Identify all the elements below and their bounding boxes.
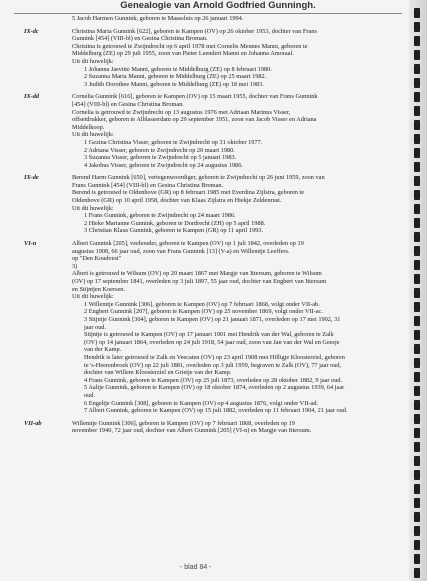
generation-code: VI-n xyxy=(24,240,37,248)
entry-text-line: Uit dit huwelijk: xyxy=(72,204,114,212)
binding-ring xyxy=(414,78,420,88)
child-item: 3 Christian Klaus Gunnink, geboren te Kampen (GR) op 11 april 1993. xyxy=(84,227,264,235)
generation-code: VII-ab xyxy=(24,419,42,427)
binding-ring xyxy=(414,344,420,354)
child-item: 2 Hieke Marianne Gunnink, geboren te Dordrecht (ZH) op 5 april 1988. xyxy=(84,219,266,227)
binding-ring xyxy=(414,372,420,382)
entry-text-line: [454] (VIII-bl) en Gesina Christina Broman. xyxy=(72,100,184,108)
entry-text-line: Christina Maria Gunnink [622], geboren te Kampen (OV) op 26 oktober 1953, dochter van Frans xyxy=(72,27,317,35)
page-header: Genealogie van Arnold Godfried Gunningh. xyxy=(120,0,316,11)
genealogy-entry xyxy=(14,420,400,435)
entry-text-line: 3) xyxy=(72,262,78,270)
child-item: van der Kamp. xyxy=(84,346,122,354)
binding-ring xyxy=(414,456,420,466)
binding-ring xyxy=(414,442,420,452)
entry-text-line: Oldenhove (GR) op 10 april 1958, dochter van Klaas Zijlstra en Hiekje Zeldenrust. xyxy=(72,197,282,205)
binding-ring xyxy=(414,274,420,284)
binding-ring xyxy=(414,568,420,578)
children-list xyxy=(72,212,400,235)
binding-ring xyxy=(414,162,420,172)
binding-ring xyxy=(414,120,420,130)
genealogy-entry xyxy=(14,93,400,169)
binding-ring xyxy=(414,134,420,144)
binding-ring xyxy=(414,540,420,550)
binding-ring xyxy=(414,526,420,536)
page-number: - blad 84 - xyxy=(180,564,212,571)
child-item: 5 Aaltje Gunnink, geboren te Kampen (OV) op 18 oktober 1874, overleden op 2 augustus 1939, 64 jaar xyxy=(84,384,345,392)
child-item: te 's-Heerenbroek (OV) op 22 juli 1881, overleden op 3 juli 1959, begraven te Zalk (OV), 77 jaar oud, xyxy=(84,361,342,369)
binding-ring xyxy=(414,260,420,270)
child-item: (OV) op 14 januari 1864, overleden op 24 juli 1918, 54 jaar oud, zoon van Jan van der Wal en Geesje xyxy=(84,338,340,346)
entry-text-line: Albert is getrouwd te Wilsum (OV) op 20 maart 1867 met Margje van Ittersum, geboren te Wilsum xyxy=(72,270,322,278)
genealogy-entry xyxy=(14,240,400,415)
entry-text-line: Albert Gunnink [205], veehouder, geboren te Kampen (OV) op 1 juli 1842, overleden op 19 xyxy=(72,240,304,248)
binding-ring xyxy=(414,512,420,522)
binding-ring xyxy=(414,148,420,158)
entry-text-line: november 1940, 72 jaar oud, dochter van Albert Gunnink [205] (VI-n) en Margje van Ittersum. xyxy=(72,427,312,435)
entry-text-line: Frans Gunnink [454] (VIII-bl) en Gesina Christina Broman. xyxy=(72,181,224,189)
entry-text-line: Cornelia is getrouwd te Zwijndrecht op 13 augustus 1976 met Adriaan Marinus Visser, xyxy=(72,108,291,116)
child-item: 1 Willemtje Gunnink [306], geboren te Kampen (OV) op 7 februari 1868, volgt onder VII-ab. xyxy=(84,300,320,308)
child-item: dochter van Willem Kloosterziel en Grietje van der Kamp. xyxy=(84,369,232,377)
entry-text-line: Middelkoop. xyxy=(72,123,105,131)
binding-ring xyxy=(414,204,420,214)
binding-ring xyxy=(414,484,420,494)
binding-ring xyxy=(414,414,420,424)
entry-text-line: Uit dit huwelijk: xyxy=(72,293,114,301)
generation-code: IX-de xyxy=(24,174,39,182)
binding-ring xyxy=(414,64,420,74)
binding-ring xyxy=(414,288,420,298)
entry-text-line: Gunnink [454] (VIII-bl) en Gesina Christina Broman. xyxy=(72,35,208,43)
entry-text-line: Middelburg (ZE) op 29 juli 1955, zoon van Pieter Leendert Manni en Johanna Amoraal. xyxy=(72,50,294,58)
entry-text-line: en Stijntjen Koersen. xyxy=(72,285,125,293)
child-item: 3 Suzanna Visser, geboren te Zwijndrecht op 5 januari 1983. xyxy=(84,154,237,162)
entry-text-line: Willemtje Gunnink [306], geboren te Kampen (OV) op 7 februari 1868, overleden op 19 xyxy=(72,419,296,427)
genealogy-entry xyxy=(14,174,400,235)
child-item: 1 Gezina Christina Visser, geboren te Zwijndrecht op 31 oktober 1977. xyxy=(84,138,263,146)
binding-ring xyxy=(414,428,420,438)
entry-text-line: offsetdrukker, geboren te Alblasserdam op 29 september 1951, zoon van Jacob Visser en Adriana xyxy=(72,116,317,124)
entry-text-line: op "Den Koudvest" xyxy=(72,255,122,263)
children-list xyxy=(72,139,400,169)
entry-text-line: Berend Harm Gunnink [650], vertegenwoordiger, geboren te Zwijndrecht op 26 juni 1959, zoon van xyxy=(72,174,325,182)
binding-ring xyxy=(414,302,420,312)
child-item: 4 Frans Gunnink, geboren te Kampen (OV) op 25 juli 1873, overleden op 28 oktober 1882, 9 jaar oud. xyxy=(84,376,343,384)
child-item: 3 Judith Dorothee Manni, geboren te Middelburg (ZE) op 18 mei 1983. xyxy=(84,80,264,88)
binding-ring xyxy=(414,316,420,326)
binding-ring xyxy=(414,190,420,200)
binding-ring xyxy=(414,470,420,480)
child-item: 4 Jakobus Visser, geboren te Zwijndrecht op 24 augustus 1986. xyxy=(84,161,243,169)
binding-ring xyxy=(414,498,420,508)
binding-ring xyxy=(414,218,420,228)
child-item: Hendrik is later getrouwd te Zalk en Veecaten (OV) op 23 april 1908 met Hilligje Kloosterziel, geboren xyxy=(84,353,345,361)
child-item: 7 Albert Gunnink, geboren te Kampen (OV) op 15 juli 1882, overleden op 11 februari 1904, 21 jaar oud. xyxy=(84,407,348,415)
binding-ring xyxy=(414,50,420,60)
genealogy-entry xyxy=(14,15,400,23)
entry-text-line: Uit dit huwelijk: xyxy=(72,57,114,65)
child-item: 6 Engeltje Gunnink [308], geboren te Kampen (OV) op 4 augustus 1876, volgt onder VII-ad. xyxy=(84,399,319,407)
binding-ring xyxy=(414,330,420,340)
genealogy-entry xyxy=(14,28,400,89)
spiral-binding xyxy=(409,0,427,581)
child-item: Stijntje is getrouwd te Kampen (OV) op 17 januari 1901 met Hendrik van der Wal, geboren te Zalk xyxy=(84,331,334,339)
binding-ring xyxy=(414,8,420,18)
entry-text-line: Cornelia Gunnink [616], geboren te Kampen (OV) op 15 maart 1955, dochter van Frans Gunnink xyxy=(72,93,318,101)
child-item: jaar oud. xyxy=(84,323,107,331)
child-item: 2 Suzanna Maria Manni, geboren te Middelburg (ZE) op 25 maart 1982. xyxy=(84,73,267,81)
generation-code: IX-dd xyxy=(24,93,40,101)
binding-ring xyxy=(414,400,420,410)
entry-text-line: (OV) op 17 september 1841, overleden op 3 juli 1897, 55 jaar oud, dochter van Engbert van Ittersum xyxy=(72,278,327,285)
entry-text-line: augustus 1908, 66 jaar oud, zoon van Frans Gunnink [13] (V-a) en Willemtje Leeffers. xyxy=(72,247,290,255)
binding-ring xyxy=(414,554,420,564)
generation-code: IX-dc xyxy=(24,27,39,35)
genealogy-content xyxy=(14,15,400,440)
entry-text-line: Christina is getrouwd te Zwijndrecht op 6 april 1978 met Cornelis Mennes Manni, geboren te xyxy=(72,42,308,50)
binding-ring xyxy=(414,358,420,368)
binding-ring xyxy=(414,36,420,46)
child-item: 2 Adriana Visser, geboren te Zwijndrecht op 20 maart 1980. xyxy=(84,146,235,154)
child-item: oud. xyxy=(84,391,96,399)
binding-ring xyxy=(414,106,420,116)
binding-ring xyxy=(414,246,420,256)
children-list xyxy=(72,301,400,415)
child-item: 3 Stijntje Gunnink [304], geboren te Kampen (OV) op 21 januari 1871, overleden op 17 mei 1902, 31 xyxy=(84,315,341,323)
binding-ring xyxy=(414,22,420,32)
child-item: 2 Engbert Gunnink [207], geboren te Kampen (OV) op 25 november 1869, volgt onder VII-ac. xyxy=(84,308,323,316)
child-item: 1 Frans Gunnink, geboren te Zwijndrecht op 24 maart 1986. xyxy=(84,212,236,220)
entry-text-line: Uit dit huwelijk: xyxy=(72,131,114,139)
child-item: 1 Johanna Jasvitte Manni, geboren te Middelburg (ZE) op 8 februari 1980. xyxy=(84,65,272,73)
binding-ring xyxy=(414,386,420,396)
header-rule xyxy=(14,13,402,14)
binding-ring xyxy=(414,92,420,102)
binding-ring xyxy=(414,176,420,186)
entry-text-line: 5 Jacob Harmen Gunnink, geboren te Maassluis op 26 januari 1994. xyxy=(72,15,244,22)
children-list xyxy=(72,66,400,89)
entry-text-line: Berend is getrouwd te Oldenhove (GR) op 8 februari 1985 met Everdina Zijlstra, geboren te xyxy=(72,189,305,197)
binding-ring xyxy=(414,232,420,242)
